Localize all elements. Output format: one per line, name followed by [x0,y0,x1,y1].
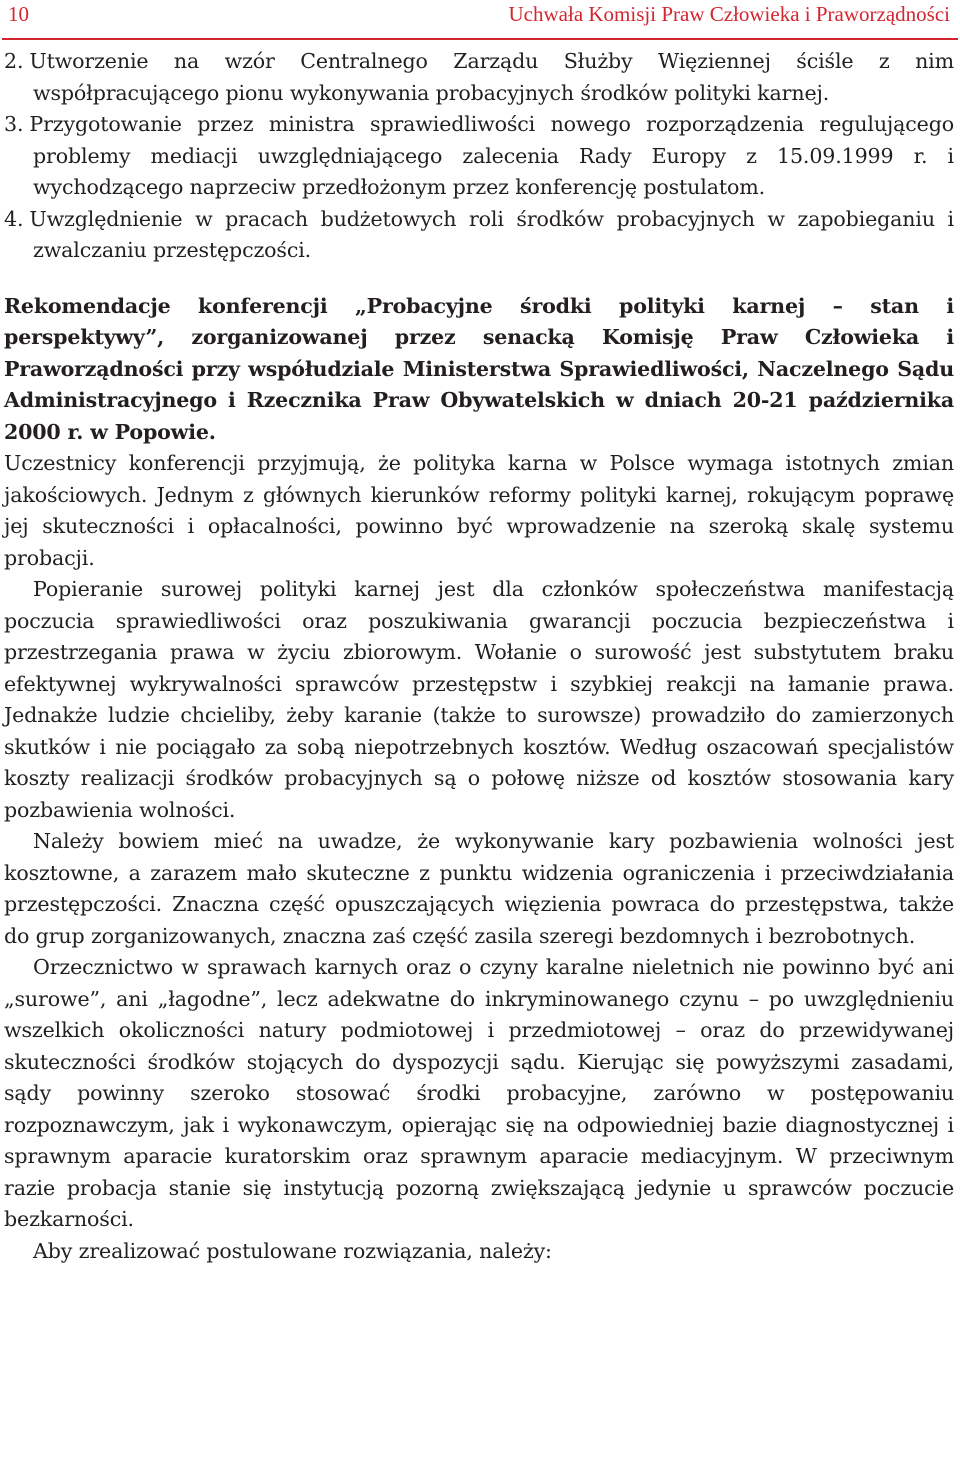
list-item-number: 4. [4,206,24,231]
list-item-number: 3. [4,112,24,136]
page-header [8,0,950,30]
body-paragraph: Popieranie surowej polityki karnej jest dla członków społeczeństwa manifestacją poczucia sprawiedliwości oraz poszukiwania gwarancji poczucia bezpieczeństwa i przestrzegania prawa w życiu zbiorowym. Wołanie o surowość jest substytutem braku efektywnej wykrywalności sprawców przestępstw i szybkiej reakcji na łamanie prawa. Jednakże ludzie chcieliby, żeby karanie (także to surowsze) prowadziło do zamierzonych skutków i nie pociągało za sobą niepotrzebnych kosztów. Według oszacowań specjalistów koszty realizacji środków probacyjnych są o połowę niższe od kosztów stosowania kary pozbawienia wolności. [4,577,954,822]
list-item-text: Utworzenie na wzór Centralnego Zarządu Służby Więziennej ściśle z nim współpracującego pionu wykonywania probacyjnych środków polityki karnej. [29,49,954,105]
recommendation-heading: Rekomendacje konferencji „Probacyjne środki polityki karnej – stan i perspektywy”, zorganizowanej przez senacką Komisję Praw Człowieka i Praworządności przy współudziale Ministerstwa Sprawiedliwości, Naczelnego Sądu Administracyjnego i Rzecznika Praw Obywatelskich w dniach 20-21 października 2000 r. w Popowie. [4,293,954,444]
body-paragraph: Uczestnicy konferencji przyjmują, że polityka karna w Polsce wymaga istotnych zmian jakościowych. Jednym z głównych kierunków reformy polityki karnej, rokującym poprawę jej skuteczności i opłacalności, powinno być wprowadzenie na szeroką skalę systemu probacji. [4,451,954,570]
list-item-text: Uwzględnienie w pracach budżetowych roli środków probacyjnych w zapobieganiu i zwalczaniu przestępczości. [29,206,954,262]
document-body [4,38,954,1267]
list-item [4,204,954,267]
list-item [4,46,954,109]
list-item-number: 2. [4,49,24,73]
page-number: 10 [8,2,29,26]
body-paragraph: Aby zrealizować postulowane rozwiązania, należy: [33,1238,552,1263]
running-title: Uchwała Komisji Praw Człowieka i Praworządności [508,2,950,26]
body-paragraph: Należy bowiem mieć na uwadze, że wykonywanie kary pozbawienia wolności jest kosztowne, a zarazem mało skuteczne z punktu widzenia ograniczenia i przeciwdziałania przestępczości. Znaczna część opuszczających więzienia powraca do przestępstwa, także do grup zorganizowanych, znaczna zaś część zasila szeregi bezdomnych i bezrobotnych. [4,829,954,948]
list-item [4,109,954,204]
list-item-text: Przygotowanie przez ministra sprawiedliwości nowego rozporządzenia regulującego problemy mediacji uwzględniającego zalecenia Rady Europy z 15.09.1999 r. i wychodzącego naprzeciw przedłożonym przez konferencję postulatom. [29,112,954,199]
body-paragraph: Orzecznictwo w sprawach karnych oraz o czyny karalne nieletnich nie powinno być ani „surowe”, ani „łagodne”, lecz adekwatne do inkryminowanego czynu – po uwzględnieniu wszelkich okoliczności natury podmiotowej i przedmiotowej – oraz do przewidywanej skuteczności środków stojących do dyspozycji sądu. Kierując się powyższymi zasadami, sądy powinny szeroko stosować środki probacyjne, zarówno w postępowaniu rozpoznawczym, jak i wykonawczym, opierając się na odpowiedniej bazie diagnostycznej i sprawnym aparacie kuratorskim oraz sprawnym aparacie mediacyjnym. W przeciwnym razie probacja stanie się instytucją pozorną zwiększającą jedynie u sprawców poczucie bezkarności. [4,955,954,1231]
